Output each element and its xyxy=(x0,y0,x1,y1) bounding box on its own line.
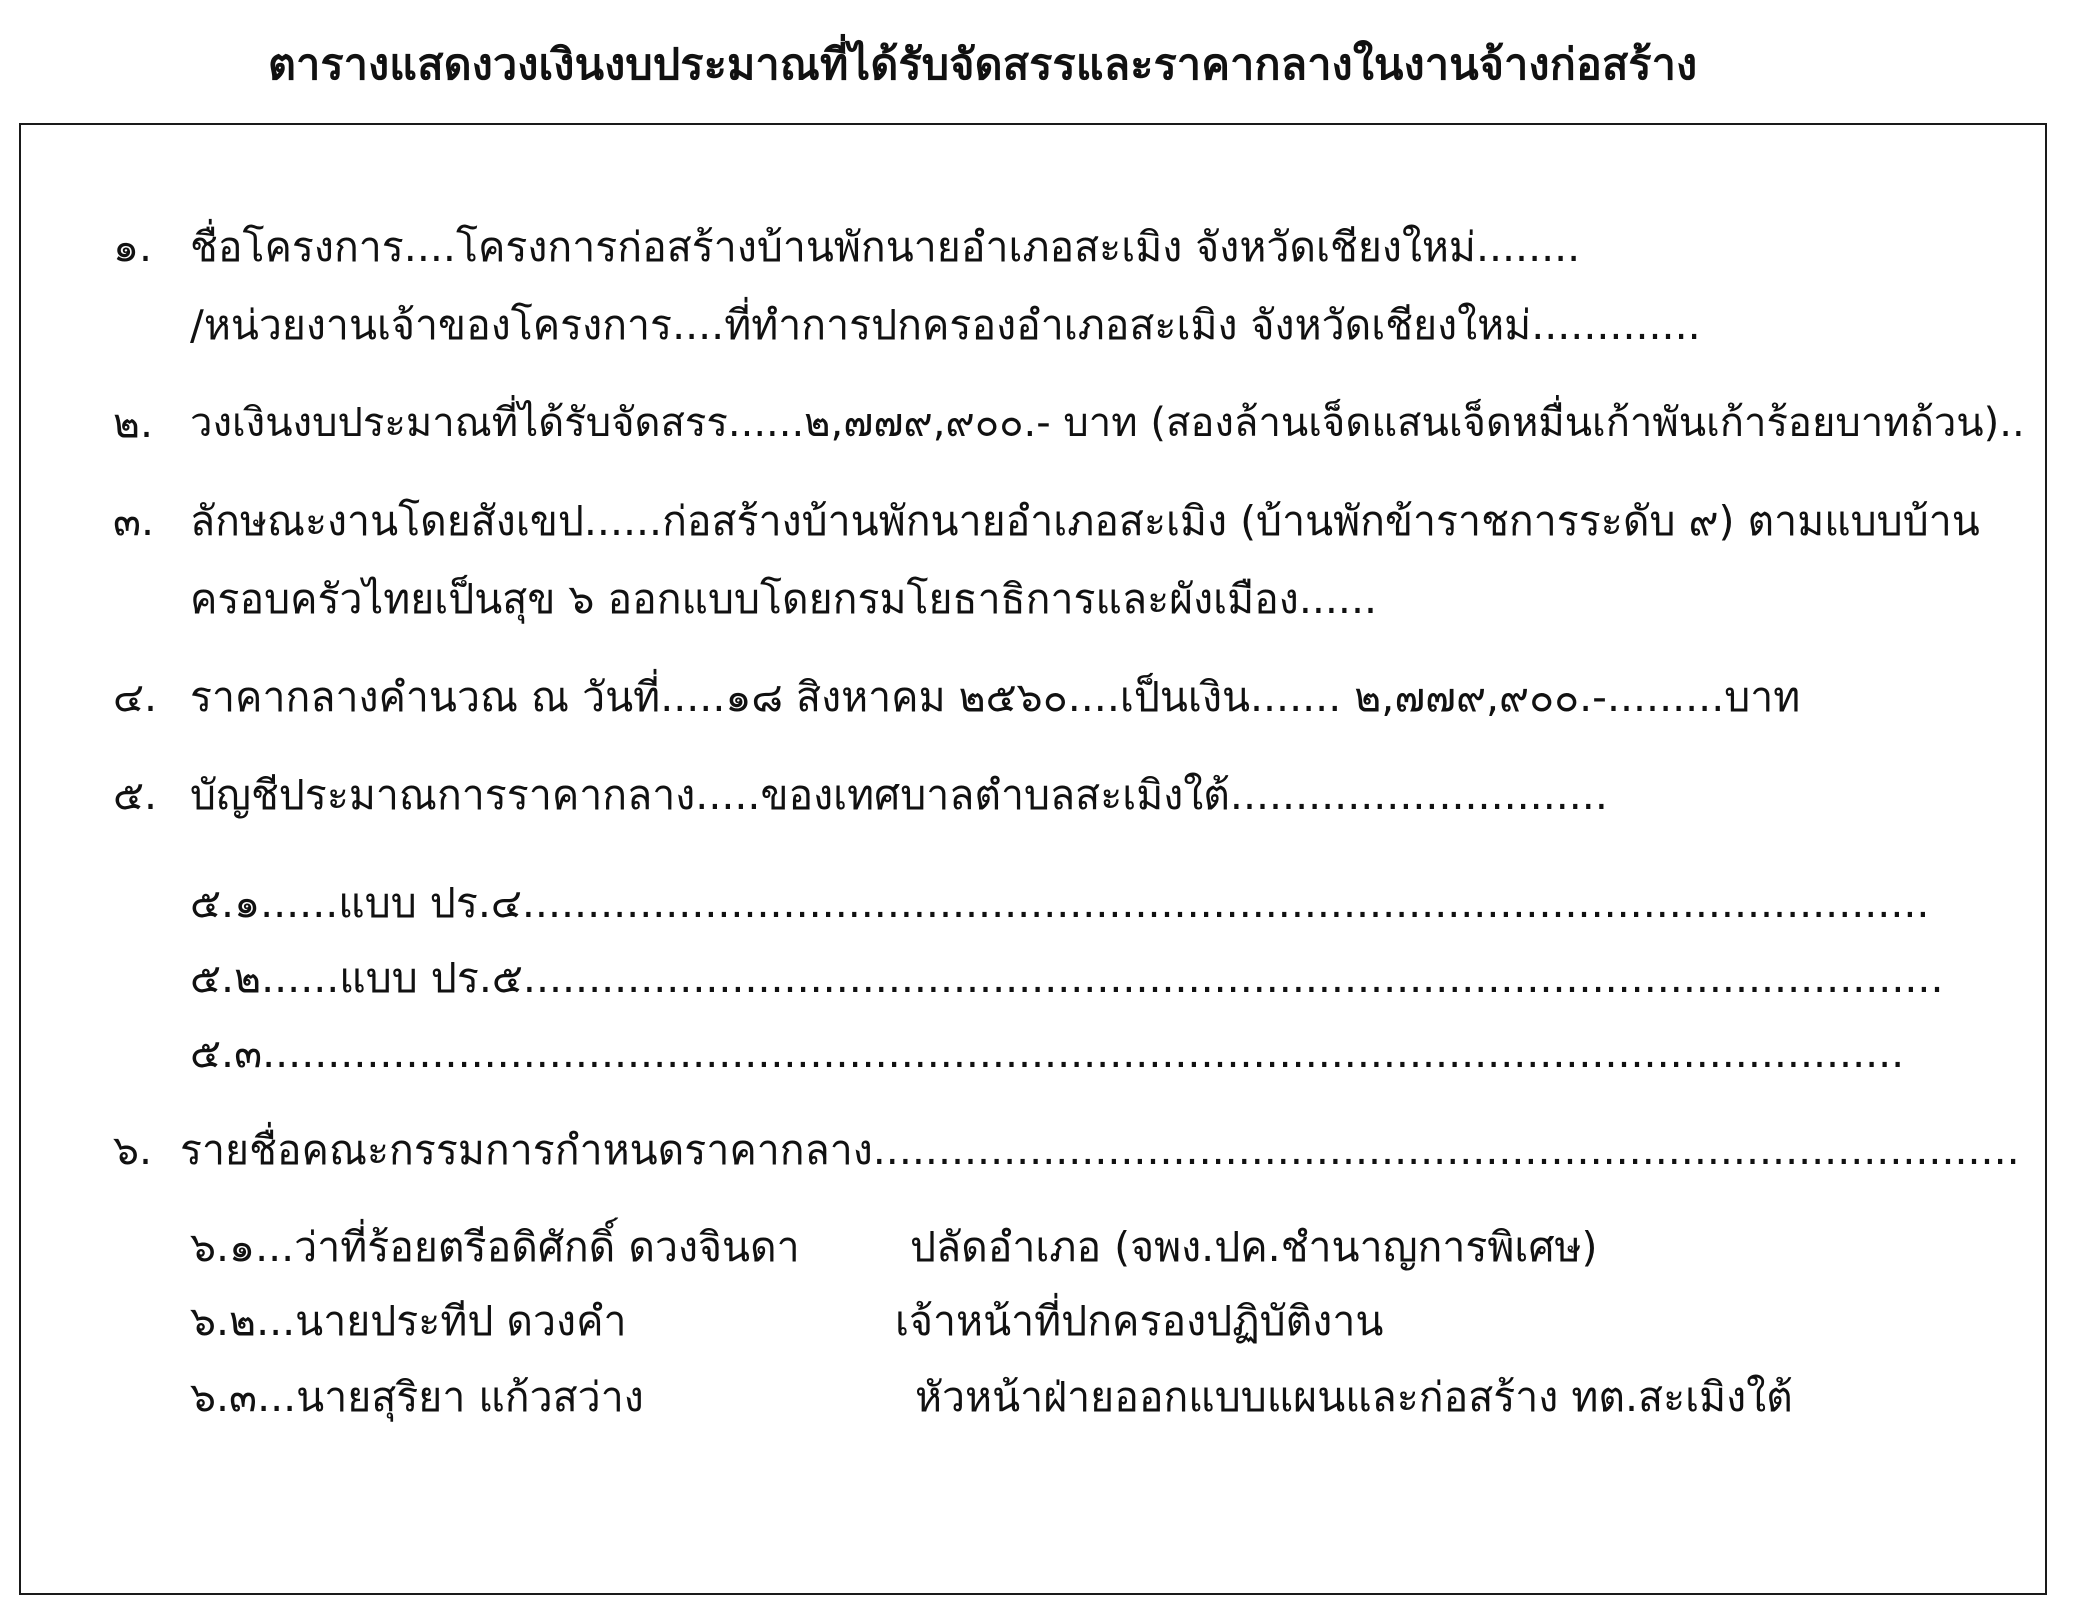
committee-line: รายชื่อคณะกรรมการกำหนดราคากลาง........................................................................................ xyxy=(180,1126,2020,1174)
item-5-number: ๕. xyxy=(113,771,158,819)
item-2-number: ๒. xyxy=(113,399,154,447)
member-name: ๖.๒...นายประทีป ดวงคำ xyxy=(190,1297,627,1345)
document-title: ตารางแสดงวงเงินงบประมาณที่ได้รับจัดสรรและราคากลางในงานจ้างก่อสร้าง xyxy=(268,40,1698,90)
member-position: เจ้าหน้าที่ปกครองปฏิบัติงาน xyxy=(895,1297,1384,1345)
estimate-sub-item-2: ๕.๒......แบบ ปร.๕............................................................................................................. xyxy=(190,954,1944,1002)
member-name: ๖.๓...นายสุริยา แก้วสว่าง xyxy=(190,1373,644,1421)
work-description-line-1: ลักษณะงานโดยสังเขป......ก่อสร้างบ้านพักนายอำเภอสะเมิง (บ้านพักข้าราชการระดับ ๙) ตามแบบบ้าน xyxy=(190,497,1980,545)
item-6-number: ๖. xyxy=(113,1126,153,1174)
project-name-line: ชื่อโครงการ....โครงการก่อสร้างบ้านพักนายอำเภอสะเมิง จังหวัดเชียงใหม่........ xyxy=(190,223,1581,271)
work-description-line-2: ครอบครัวไทยเป็นสุข ๖ ออกแบบโดยกรมโยธาธิการและผังเมือง...... xyxy=(190,575,1378,623)
budget-line: วงเงินงบประมาณที่ได้รับจัดสรร......๒,๗๗๙,๙๐๐.- บาท (สองล้านเจ็ดแสนเจ็ดหมื่นเก้าพันเก้าร้อยบาทถ้วน).. xyxy=(190,400,2025,446)
item-1-number: ๑. xyxy=(113,223,153,271)
estimate-list-line: บัญชีประมาณการราคากลาง.....ของเทศบาลตำบลสะเมิงใต้............................. xyxy=(190,771,1608,819)
median-price-line: ราคากลางคำนวณ ณ วันที่.....๑๘ สิงหาคม ๒๕๖๐....เป็นเงิน....... ๒,๗๗๙,๙๐๐.-.........บาท xyxy=(190,673,1801,721)
project-owner-line: /หน่วยงานเจ้าของโครงการ....ที่ทำการปกครองอำเภอสะเมิง จังหวัดเชียงใหม่............. xyxy=(190,301,1701,349)
member-name: ๖.๑...ว่าที่ร้อยตรีอดิศักดิ์ ดวงจินดา xyxy=(190,1223,800,1271)
estimate-sub-item-1: ๕.๑......แบบ ปร.๔............................................................................................................ xyxy=(190,879,1930,927)
member-position: ปลัดอำเภอ (จพง.ปค.ชำนาญการพิเศษ) xyxy=(910,1223,1598,1271)
member-position: หัวหน้าฝ่ายออกแบบแผนและก่อสร้าง ทต.สะเมิงใต้ xyxy=(915,1373,1793,1421)
item-3-number: ๓. xyxy=(113,497,155,545)
estimate-sub-item-3: ๕.๓.............................................................................................................................. xyxy=(190,1029,1905,1077)
item-4-number: ๔. xyxy=(113,673,158,721)
